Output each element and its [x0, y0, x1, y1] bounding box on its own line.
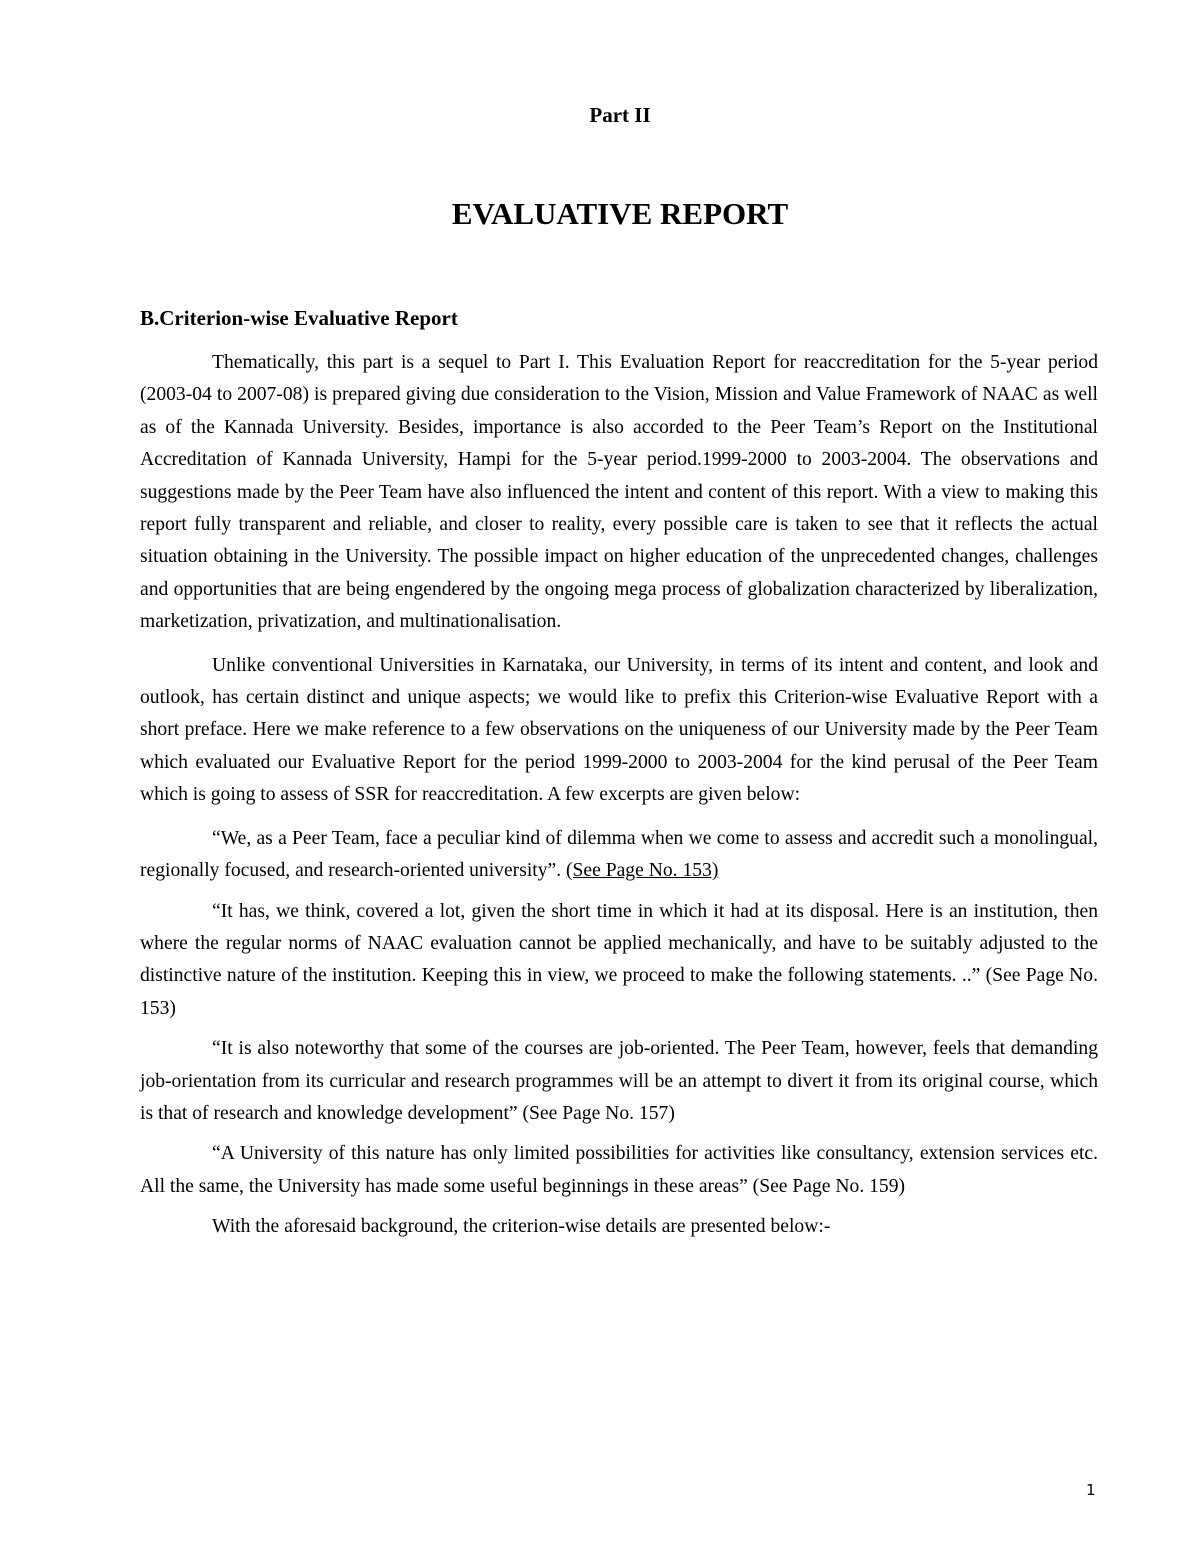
excerpt-quote-3: “It is also noteworthy that some of the courses are job-oriented. The Peer Team, however, feels that demanding job-orientation from its curricular and research programmes will be an attempt to divert it from its original course, which is that of research and knowledge development” (See Page No. 157): [140, 1038, 1098, 1124]
excerpt-quote-1: [140, 823, 1098, 888]
preface-paragraph: Unlike conventional Universities in Karnataka, our University, in terms of its intent and content, and look and outlook, has certain distinct and unique aspects; we would like to prefix this Criterion-wise Evaluative Report with a short preface. Here we make reference to a few observations on the uniqueness of our University made by the Peer Team which evaluated our Evaluative Report for the period 1999-2000 to 2003-2004 for the kind perusal of the Peer Team which is going to assess of SSR for reaccreditation. A few excerpts are given below:: [140, 654, 1098, 806]
excerpt-quote-1-text: “We, as a Peer Team, face a peculiar kind of dilemma when we come to assess and accredit such a monolingual, regionally focused, and research-oriented university”.: [140, 827, 1098, 882]
page-number: 1: [1086, 1481, 1096, 1499]
excerpt-quote-2: “It has, we think, covered a lot, given the short time in which it had at its disposal. Here is an institution, then where the regular norms of NAAC evaluation cannot be applied mechanically, and have to be suitably adjusted to the distinctive nature of the institution. Keeping this in view, we proceed to make the following statements. ..” (See Page No. 153): [140, 900, 1098, 1019]
report-title: EVALUATIVE REPORT: [451, 196, 789, 231]
section-heading: B.Criterion-wise Evaluative Report: [140, 306, 458, 330]
report-body: [140, 347, 1098, 1255]
excerpt-quote-4: “A University of this nature has only limited possibilities for activities like consultancy, extension services etc. All the same, the University has made some useful beginnings in these areas” (See Page No. 159): [140, 1143, 1098, 1197]
page-reference-link[interactable]: (See Page No. 153): [566, 860, 719, 882]
part-label: Part II: [589, 103, 651, 127]
intro-paragraph: Thematically, this part is a sequel to Part I. This Evaluation Report for reaccreditation for the 5-year period (2003-04 to 2007-08) is prepared giving due consideration to the Vision, Mission and Value Framework of NAAC as well as of the Kannada University. Besides, importance is also accorded to the Peer Team’s Report on the Institutional Accreditation of Kannada University, Hampi for the 5-year period.1999-2000 to 2003-2004. The observations and suggestions made by the Peer Team have also influenced the intent and content of this report. With a view to making this report fully transparent and reliable, and closer to reality, every possible care is taken to see that it reflects the actual situation obtaining in the University. The possible impact on higher education of the unprecedented changes, challenges and opportunities that are being engendered by the ongoing mega process of globalization characterized by liberalization, marketization, privatization, and multinationalisation.: [140, 352, 1098, 633]
closing-paragraph: With the aforesaid background, the criterion-wise details are presented below:-: [212, 1216, 831, 1238]
